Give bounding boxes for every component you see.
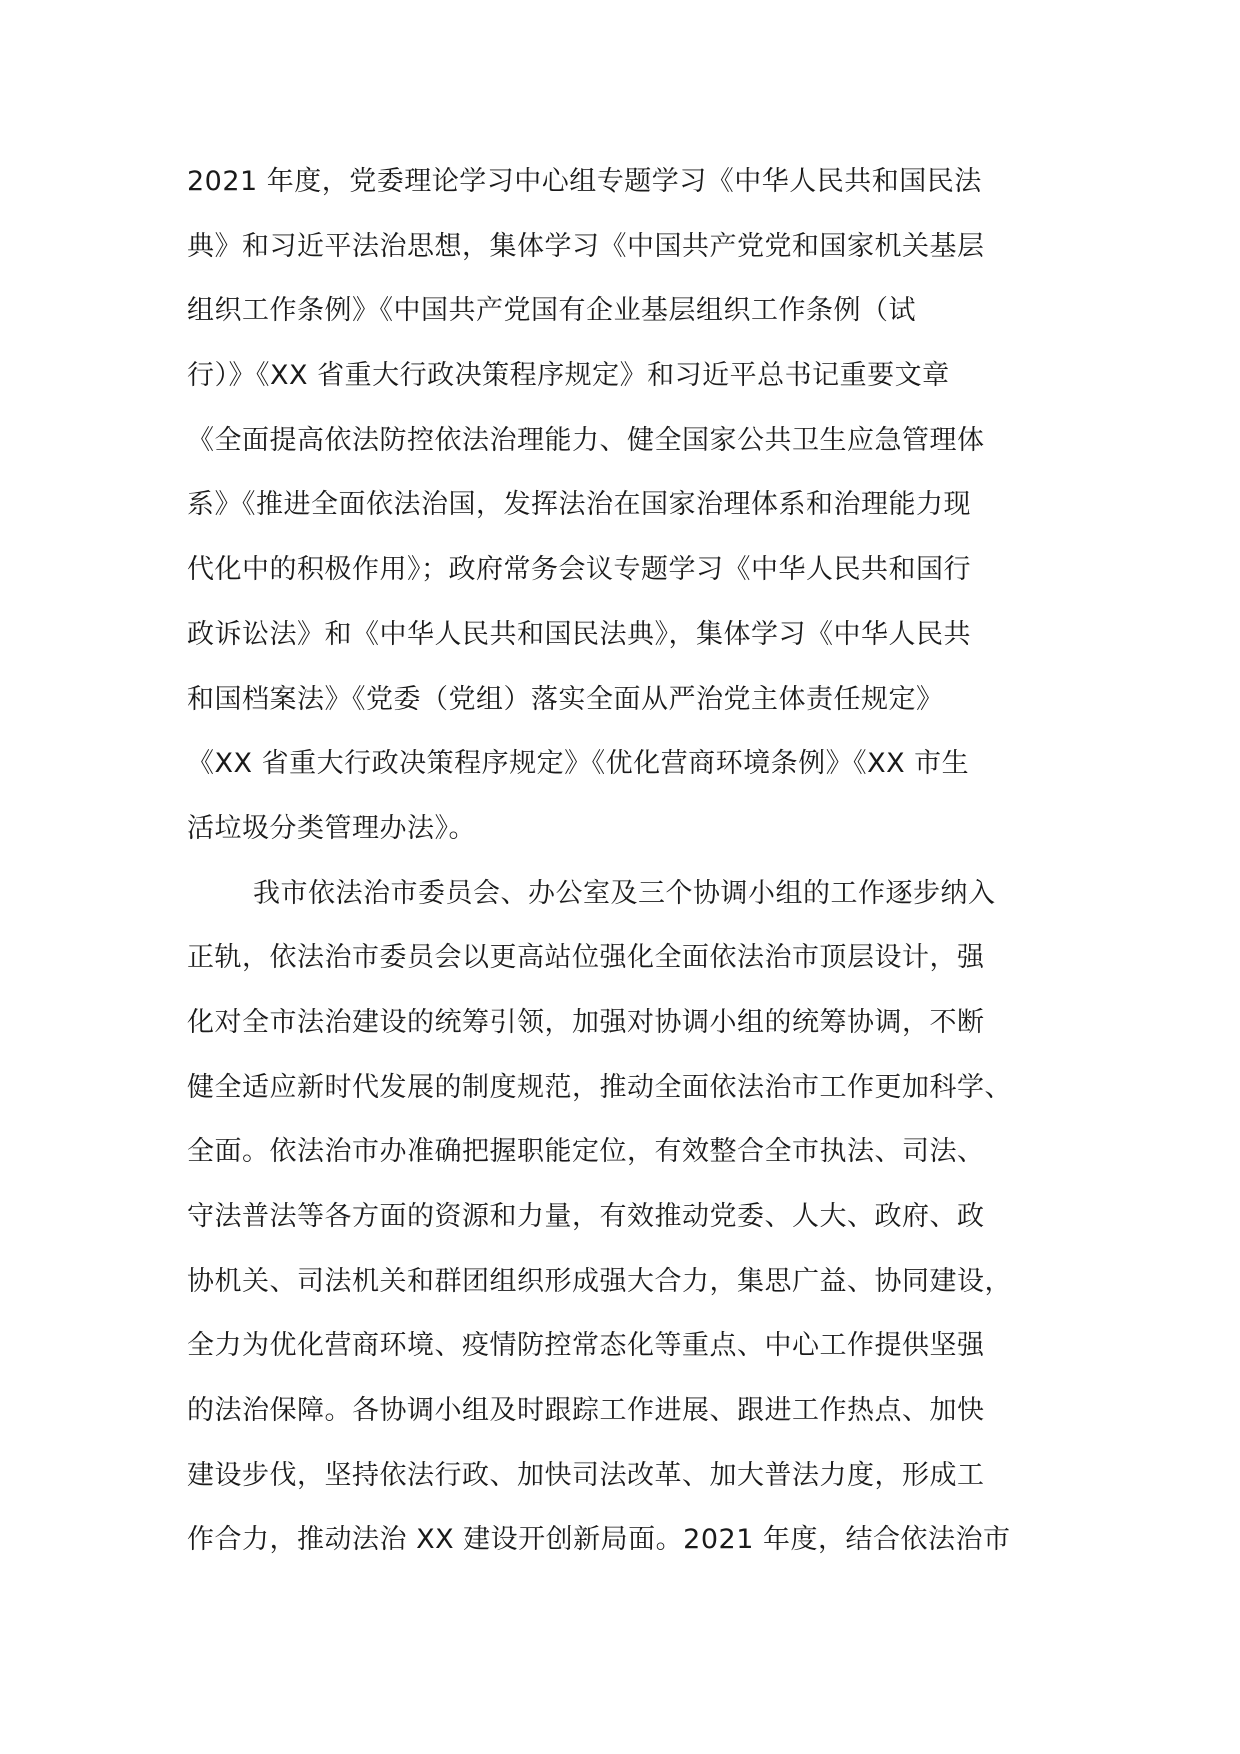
paragraph-line: 健全适应新时代发展的制度规范，推动全面依法治市工作更加科学、 bbox=[187, 1071, 1012, 1103]
paragraph-line: 组织工作条例》《中国共产党国有企业基层组织工作条例（试 bbox=[187, 295, 916, 327]
paragraph-line: 活垃圾分类管理办法》。 bbox=[187, 812, 476, 844]
paragraph-line: 政诉讼法》和《中华人民共和国民法典》，集体学习《中华人民共 bbox=[187, 618, 971, 650]
paragraph-line: 全力为优化营商环境、疫情防控常态化等重点、中心工作提供坚强 bbox=[187, 1330, 985, 1362]
paragraph-line: 系》《推进全面依法治国，发挥法治在国家治理体系和治理能力现 bbox=[187, 489, 971, 521]
paragraph-line: 典》和习近平法治思想，集体学习《中国共产党党和国家机关基层 bbox=[187, 230, 985, 262]
paragraph-line: 守法普法等各方面的资源和力量，有效推动党委、人大、政府、政 bbox=[187, 1201, 985, 1232]
paragraph-line: 代化中的积极作用》；政府常务会议专题学习《中华人民共和国行 bbox=[187, 554, 971, 586]
paragraph-line: 作合力，推动法治 XX 建设开创新局面。2021 年度，结合依法治市 bbox=[187, 1524, 1011, 1556]
paragraph-1 bbox=[187, 150, 1067, 862]
paragraph-line: 2021 年度，党委理论学习中心组专题学习《中华人民共和国民法 bbox=[187, 166, 982, 197]
paragraph-line: 建设步伐，坚持依法行政、加快司法改革、加大普法力度，形成工 bbox=[187, 1459, 985, 1491]
paragraph-line: 和国档案法》《党委（党组）落实全面从严治党主体责任规定》 bbox=[187, 683, 944, 715]
paragraph-line: 我市依法治市委员会、办公室及三个协调小组的工作逐步纳入 bbox=[253, 877, 996, 909]
paragraph-line: 的法治保障。各协调小组及时跟踪工作进展、跟进工作热点、加快 bbox=[187, 1395, 985, 1427]
paragraph-line: 化对全市法治建设的统筹引领，加强对协调小组的统筹协调，不断 bbox=[187, 1006, 985, 1038]
paragraph-line: 正轨，依法治市委员会以更高站位强化全面依法治市顶层设计，强 bbox=[187, 942, 985, 974]
document-body bbox=[187, 150, 1067, 1573]
paragraph-line: 《XX 省重大行政决策程序规定》《优化营商环境条例》《XX 市生 bbox=[187, 748, 970, 780]
paragraph-line: 全面。依法治市办准确把握职能定位，有效整合全市执法、司法、 bbox=[187, 1136, 985, 1168]
paragraph-line: 行）》《XX 省重大行政决策程序规定》和习近平总书记重要文章 bbox=[187, 360, 950, 392]
paragraph-line: 《全面提高依法防控依法治理能力、健全国家公共卫生应急管理体 bbox=[187, 424, 985, 456]
paragraph-line: 协机关、司法机关和群团组织形成强大合力，集思广益、协同建设， bbox=[187, 1265, 1012, 1297]
paragraph-2 bbox=[187, 862, 1067, 1574]
